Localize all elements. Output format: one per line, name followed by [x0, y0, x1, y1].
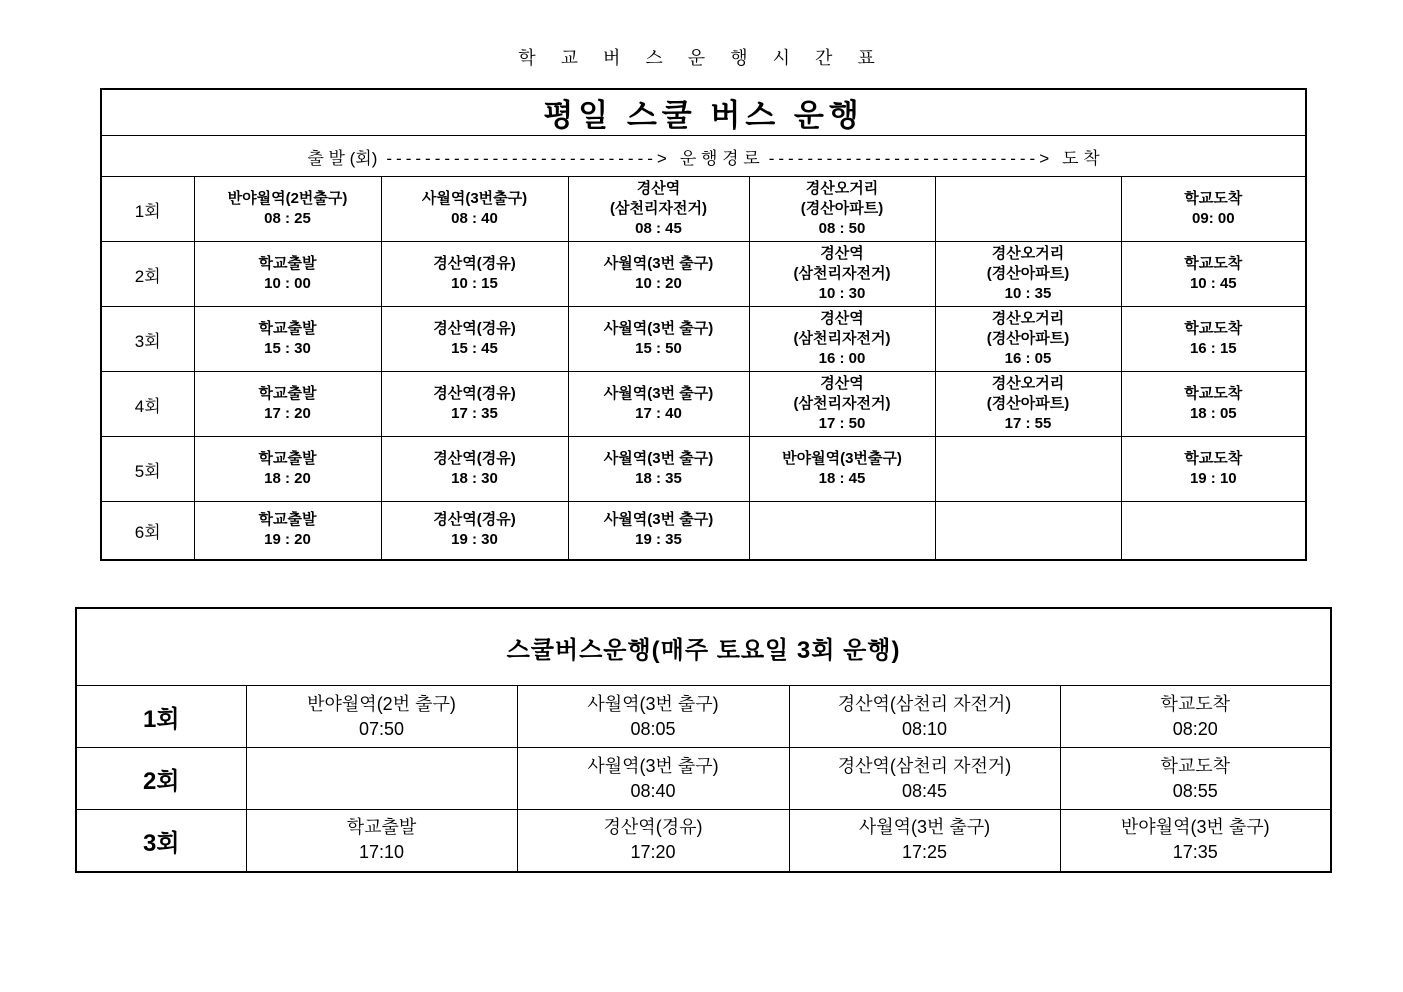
stop-cell [749, 177, 935, 242]
stop-text-line: 학교출발 [346, 817, 417, 838]
stop-cell [517, 686, 789, 748]
stop-text-line: 17 : 40 [635, 405, 682, 422]
stop-text-line: 10 : 00 [264, 275, 311, 292]
stop-text-line: (경산아파트) [800, 200, 884, 217]
route-arrive-label: 도 착 [1062, 148, 1100, 168]
stop-text-line: 학교도착 [1160, 755, 1231, 776]
stop-text-line: 10 : 45 [1189, 275, 1237, 292]
route-path-label: 운 행 경 로 [679, 148, 760, 168]
stop-cell [194, 502, 381, 560]
stop-cell [194, 307, 381, 372]
stop-text-line: (경산아파트) [986, 330, 1070, 347]
stop-text-line: (경산아파트) [986, 395, 1070, 412]
stop-text-line: (삼천리자전거) [610, 200, 707, 217]
empty-cell [935, 437, 1121, 502]
table-row [101, 437, 1306, 502]
stop-text-line: 16 : 15 [1189, 340, 1237, 357]
route-arrow-left: ----------------------------> [386, 148, 671, 168]
stop-text-line: 19 : 30 [451, 531, 498, 549]
empty-cell [1121, 502, 1306, 560]
stop-text-line: 10 : 20 [635, 275, 682, 292]
stop-cell [194, 242, 381, 307]
route-header [101, 136, 1306, 177]
stop-text-line: 경산역 [820, 245, 864, 262]
stop-text-line: 17 : 20 [264, 405, 311, 422]
stop-text-line: 경산역(경유) [433, 320, 516, 337]
table-row [101, 177, 1306, 242]
saturday-table-title: 스쿨버스운행(매주 토요일 3회 운행) [76, 608, 1331, 686]
stop-text-line: 19 : 10 [1189, 470, 1237, 487]
stop-text-line: 08:05 [630, 718, 676, 739]
stop-text-line: 10 : 30 [818, 285, 866, 302]
stop-cell [749, 307, 935, 372]
stop-text-line: (삼천리자전거) [793, 265, 891, 282]
stop-cell [246, 686, 517, 748]
stop-cell [568, 372, 749, 437]
stop-text-line: 학교도착 [1184, 385, 1243, 402]
table-row [76, 686, 1331, 748]
trip-number-cell: 2회 [101, 242, 194, 307]
table-row [76, 748, 1331, 810]
stop-text-line: 경산오거리 [991, 245, 1065, 262]
stop-text-line: 반야월역(2번 출구) [307, 693, 456, 714]
stop-cell [568, 242, 749, 307]
stop-text-line: 08 : 40 [451, 210, 498, 227]
stop-cell [749, 372, 935, 437]
document-title: 학 교 버 스 운 행 시 간 표 [518, 48, 885, 68]
trip-number-cell: 3회 [101, 307, 194, 372]
stop-text-line: 18 : 20 [264, 470, 311, 487]
stop-text-line: 사월역(3번 출구) [603, 255, 714, 272]
route-header-row [101, 136, 1306, 177]
stop-text-line: 17 : 55 [1004, 415, 1052, 432]
stop-text-line: 17:20 [630, 842, 676, 863]
table-row [101, 502, 1306, 560]
stop-text-line: 15 : 50 [635, 340, 682, 357]
stop-text-line: 18 : 05 [1189, 405, 1237, 422]
stop-text-line: 반야월역(3번 출구) [1120, 817, 1270, 838]
stop-text-line: 08 : 45 [635, 220, 682, 237]
trip-number-cell: 2회 [76, 748, 246, 810]
trip-number-cell: 1회 [101, 177, 194, 242]
stop-text-line: 경산역 [820, 375, 864, 392]
stop-cell [517, 748, 789, 810]
weekday-bus-table [100, 88, 1307, 561]
table-row [101, 307, 1306, 372]
stop-text-line: 사월역(3번 출구) [603, 450, 714, 467]
stop-text-line: 경산역 [820, 310, 864, 327]
trip-number-cell: 6회 [101, 502, 194, 560]
stop-text-line: 학교도착 [1184, 255, 1243, 272]
stop-text-line: 17:35 [1172, 842, 1218, 863]
stop-cell [381, 372, 568, 437]
stop-text-line: 사월역(3번 출구) [603, 385, 714, 402]
weekday-title-row [101, 89, 1306, 136]
stop-text-line: 학교도착 [1160, 693, 1231, 714]
stop-cell [568, 502, 749, 560]
stop-cell [935, 307, 1121, 372]
stop-cell [1121, 177, 1306, 242]
stop-text-line: 10 : 35 [1004, 285, 1052, 302]
stop-text-line: 학교도착 [1184, 450, 1243, 467]
stop-text-line: 08 : 50 [818, 220, 866, 237]
stop-cell [1060, 748, 1331, 810]
stop-text-line: 사월역(3번 출구) [587, 755, 719, 776]
stop-text-line: 사월역(3번 출구) [858, 817, 991, 838]
stop-cell [568, 437, 749, 502]
stop-text-line: 08 : 25 [264, 210, 311, 227]
stop-cell [789, 686, 1060, 748]
stop-cell [935, 242, 1121, 307]
stop-text-line: 경산역(경유) [603, 817, 703, 838]
stop-cell [381, 502, 568, 560]
stop-text-line: 사월역(3번출구) [421, 190, 528, 207]
stop-text-line: 학교출발 [258, 511, 317, 529]
stop-cell [1121, 307, 1306, 372]
stop-text-line: 08:45 [901, 780, 948, 801]
stop-text-line: 09: 00 [1192, 210, 1235, 227]
stop-text-line: 학교출발 [258, 320, 317, 337]
stop-cell [568, 307, 749, 372]
trip-number-cell: 4회 [101, 372, 194, 437]
stop-text-line: 학교출발 [258, 450, 317, 467]
stop-text-line: 18 : 30 [451, 470, 498, 487]
weekday-table-body [101, 177, 1306, 560]
trip-number-cell: 3회 [76, 810, 246, 872]
stop-text-line: 학교도착 [1184, 320, 1243, 337]
stop-text-line: (삼천리자전거) [793, 330, 891, 347]
stop-text-line: 경산역(경유) [433, 385, 516, 402]
weekday-table-title: 평일 스쿨 버스 운행 [101, 89, 1306, 136]
route-arrow-right: ----------------------------> [768, 148, 1054, 168]
table-row [76, 810, 1331, 872]
stop-text-line: 16 : 05 [1004, 350, 1052, 367]
stop-text-line: 경산오거리 [805, 180, 879, 197]
stop-cell [568, 177, 749, 242]
trip-number-cell: 5회 [101, 437, 194, 502]
empty-cell [935, 177, 1121, 242]
stop-text-line: 경산역(경유) [433, 511, 516, 529]
stop-cell [381, 307, 568, 372]
stop-text-line: 18 : 35 [635, 470, 682, 487]
stop-cell [1121, 372, 1306, 437]
stop-text-line: 16 : 00 [818, 350, 866, 367]
stop-text-line: 17:25 [901, 842, 948, 863]
stop-text-line: 학교출발 [258, 255, 317, 272]
stop-text-line: 경산역 [636, 180, 681, 197]
saturday-bus-table [75, 607, 1332, 873]
stop-cell [1060, 686, 1331, 748]
stop-cell [749, 242, 935, 307]
stop-text-line: 17 : 35 [451, 405, 498, 422]
stop-text-line: 08:55 [1172, 780, 1218, 801]
stop-cell [1121, 437, 1306, 502]
stop-text-line: 08:10 [901, 718, 948, 739]
stop-cell [194, 372, 381, 437]
stop-text-line: (경산아파트) [986, 265, 1070, 282]
stop-text-line: 17:10 [358, 842, 405, 863]
stop-text-line: 경산역(삼천리 자전거) [837, 693, 1012, 714]
route-depart-label: 출 발 (회) [307, 148, 378, 168]
stop-text-line: 반야월역(3번출구) [782, 450, 902, 467]
stop-cell [246, 810, 517, 872]
saturday-table-body [76, 686, 1331, 872]
stop-cell [789, 748, 1060, 810]
stop-cell [381, 242, 568, 307]
empty-cell [749, 502, 935, 560]
stop-text-line: 학교도착 [1184, 190, 1243, 207]
stop-text-line: 경산오거리 [991, 375, 1065, 392]
stop-text-line: 사월역(3번 출구) [603, 511, 714, 529]
stop-text-line: 10 : 15 [451, 275, 498, 292]
stop-cell [935, 372, 1121, 437]
stop-text-line: 15 : 45 [451, 340, 498, 357]
stop-cell [194, 437, 381, 502]
empty-cell [935, 502, 1121, 560]
table-row [101, 242, 1306, 307]
stop-text-line: 사월역(3번 출구) [587, 693, 719, 714]
stop-text-line: 경산오거리 [991, 310, 1065, 327]
stop-text-line: 08:20 [1172, 718, 1218, 739]
table-row [101, 372, 1306, 437]
stop-cell [1060, 810, 1331, 872]
stop-text-line: 15 : 30 [264, 340, 311, 357]
stop-text-line: 경산역(삼천리 자전거) [837, 755, 1012, 776]
stop-text-line: 18 : 45 [818, 470, 866, 487]
stop-text-line: 08:40 [630, 780, 676, 801]
stop-text-line: 반야월역(2번출구) [227, 190, 348, 207]
stop-cell [381, 177, 568, 242]
stop-text-line: 사월역(3번 출구) [603, 320, 714, 337]
stop-cell [194, 177, 381, 242]
stop-text-line: 19 : 35 [635, 531, 682, 549]
stop-cell [789, 810, 1060, 872]
trip-number-cell: 1회 [76, 686, 246, 748]
stop-cell [381, 437, 568, 502]
saturday-title-row [76, 608, 1331, 686]
stop-text-line: 경산역(경유) [433, 450, 516, 467]
stop-cell [517, 810, 789, 872]
stop-text-line: 19 : 20 [264, 531, 311, 549]
stop-cell [749, 437, 935, 502]
stop-text-line: 07:50 [358, 718, 405, 739]
stop-text-line: 학교출발 [258, 385, 317, 402]
stop-text-line: 17 : 50 [818, 415, 866, 432]
stop-cell [1121, 242, 1306, 307]
empty-cell [246, 748, 517, 810]
stop-text-line: 경산역(경유) [433, 255, 516, 272]
stop-text-line: (삼천리자전거) [793, 395, 891, 412]
